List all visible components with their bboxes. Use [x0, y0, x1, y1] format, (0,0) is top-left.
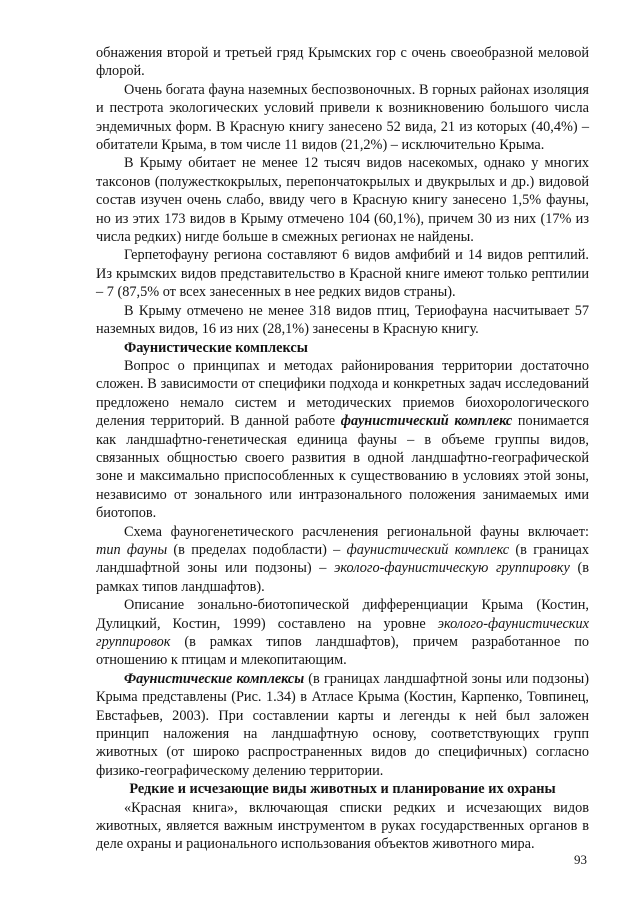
paragraph — [96, 596, 589, 670]
paragraph: Герпетофауну региона составляют 6 видов амфибий и 14 видов рептилий. Из крымских видов представительство в Красной книге имеют только рептилии – 7 (87,5% от всех занесенных в нее редких видов страны). — [96, 247, 589, 301]
page-number: 93 — [574, 852, 587, 867]
text-run: понимается как ландшафтно-генетическая единица фауны – в объеме группы видов, связанных общностью своего развития в одной ландшафтно-географической зоне и максимально приспособленных к существованию в условиях этой зоны, независимо от зонального или интразонального положения занимаемых ими биотопов. — [96, 413, 589, 522]
term: Фаунистические комплексы — [124, 670, 305, 687]
term: эколого-фаунистических группировок — [96, 615, 589, 650]
text-run: (в границах ландшафтной зоны или подзоны) Крыма представлены (Рис. 1.34) в Атласе Крыма (Костин, Карпенко, Товпинец, Евстафьев, 2003). При составлении карты и легенды к ней был заложен принцип наложения на ландшафтную основу, соответствующих групп животных (от широко распространенных видов до специфичных) согласно физико-географическому делению территории. — [96, 670, 589, 779]
text-run: (в рамках типов ландшафтов). — [96, 560, 589, 595]
term: тип фауны — [96, 541, 168, 558]
paragraph: В Крыму отмечено не менее 318 видов птиц, Териофауна насчитывает 57 наземных видов, 16 из них (28,1%) занесены в Красную книгу. — [96, 302, 589, 338]
section-heading: Фаунистические комплексы — [124, 339, 308, 356]
page-body — [96, 44, 589, 854]
text-run: (в границах ландшафтной зоны или подзоны) – — [96, 541, 590, 577]
paragraph: обнажения второй и третьей гряд Крымских гор с очень своеобразной меловой флорой. — [96, 45, 589, 80]
text-run: (в пределах подобласти) – — [167, 541, 347, 558]
paragraph: «Красная книга», включающая списки редких и исчезающих видов животных, является важным инструментом в руках государственных органов в деле охраны и рационального использования объектов животного мира. — [96, 799, 589, 853]
text-run: Описание зонально-биотопической дифференциации Крыма (Костин, Дулицкий, Костин, 1999) составлено на уровне — [96, 597, 589, 632]
paragraph — [96, 357, 589, 523]
paragraph: Очень богата фауна наземных беспозвоночных. В горных районах изоляция и пестрота экологических условий привели к возникновению большого числа эндемичных форм. В Красную книгу занесено 52 вида, 21 из которых (40,4%) – обитатели Крыма, в том числе 11 видов (21,2%) – исключительно Крыма. — [96, 81, 589, 154]
text-run: Вопрос о принципах и методах районирования территории достаточно сложен. В зависимости от специфики подхода и конкретных задач исследований предложено немало систем и методических приемов биохорологического деления территорий. В данной работе — [96, 357, 589, 430]
term: фаунистический комплекс — [340, 413, 513, 430]
paragraph — [96, 670, 589, 780]
term: эколого-фаунистическую группировку — [334, 560, 570, 577]
paragraph — [96, 523, 589, 597]
text-run: (в рамках типов ландшафтов), причем разработанное по отношению к птицам и млекопитающим. — [96, 634, 589, 669]
paragraph: В Крыму обитает не менее 12 тысяч видов насекомых, однако у многих таксонов (полужесткокрылых, перепончатокрылых и двукрылых и др.) видовой состав изучен очень слабо, ввиду чего в Красную книгу занесено 1,5% фауны, но из этих 173 видов в Крыму отмечено 104 (60,1%), причем 30 из них (17% из числа редких) нигде больше в смежных регионах не найдены. — [96, 155, 589, 246]
section-heading: Редкие и исчезающие виды животных и планирование их охраны — [129, 781, 556, 798]
term: фаунистический комплекс — [346, 541, 510, 558]
text-run: Схема фауногенетического расчленения региональной фауны включает: — [124, 523, 589, 540]
